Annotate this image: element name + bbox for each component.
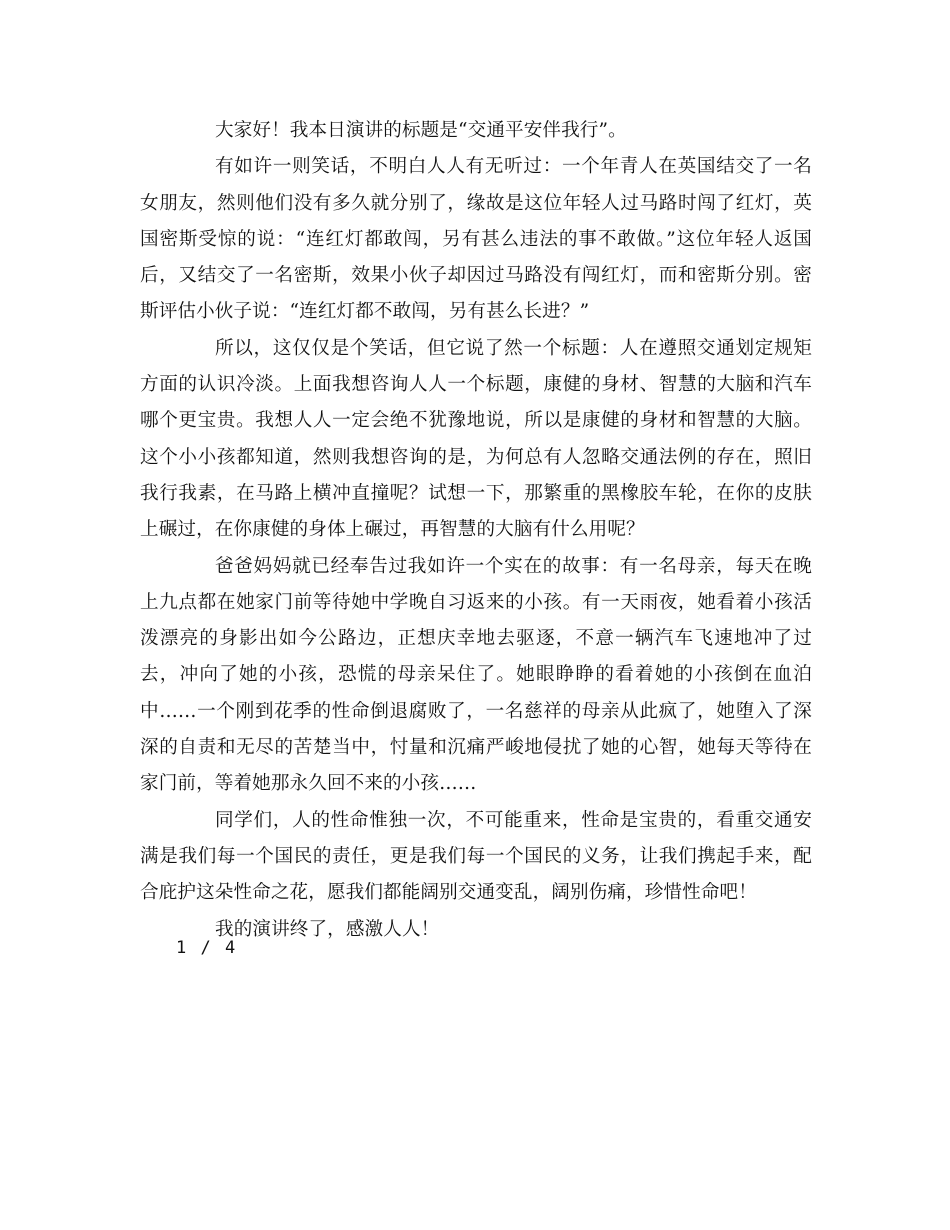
paragraph-appeal: 同学们，人的性命惟独一次，不可能重来，性命是宝贵的，看重交通安满是我们每一个国民的责任，更是我们每一个国民的义务，让我们携起手来，配合庇护这朵性命之花，愿我们都能阔别交通变乱，阔别伤痛，珍惜性命吧！ [140, 809, 812, 904]
paragraph-closing: 我的演讲终了，感激人人！ [215, 918, 440, 940]
paragraph-story: 爸爸妈妈就已经奉告过我如许一个实在的故事：有一名母亲，每天在晚上九点都在她家门前等待她中学晚自习返来的小孩。有一天雨夜，她看着小孩活泼漂亮的身影出如今公路边，正想庆幸地去驱逐，不意一辆汽车飞速地冲了过去，冲向了她的小孩，恐慌的母亲呆住了。她眼睁睁的看着她的小孩倒在血泊中……一个刚到花季的性命倒退腐败了，一名慈祥的母亲从此疯了，她堕入了深深的自责和无尽的苦楚当中，忖量和沉痛严峻地侵扰了她的心智，她每天等待在家门前，等着她那永久回不来的小孩…… [140, 555, 812, 795]
paragraph-joke: 有如许一则笑话，不明白人人有无听过：一个年青人在英国结交了一名女朋友，然则他们没有多久就分别了，缘故是这位年轻人过马路时闯了红灯，英国密斯受惊的说：“连红灯都敢闯，另有甚么违法的事不敢做。”这位年轻人返国后，又结交了一名密斯，效果小伙子却因过马路没有闯红灯，而和密斯分别。密斯评估小伙子说：“连红灯都不敢闯，另有甚么长进？” [140, 156, 812, 323]
page-number: 1 / 4 [176, 938, 238, 958]
paragraph-question: 所以，这仅仅是个笑话，但它说了然一个标题：人在遵照交通划定规矩方面的认识冷淡。上面我想咨询人人一个标题，康健的身材、智慧的大脑和汽车哪个更宝贵。我想人人一定会绝不犹豫地说，所以是康健的身材和智慧的大脑。这个小小孩都知道，然则我想咨询的是，为何总有人忽略交通法例的存在，照旧我行我素，在马路上横冲直撞呢？试想一下，那繁重的黑橡胶车轮，在你的皮肤上碾过，在你康健的身体上碾过，再智慧的大脑有什么用呢？ [140, 337, 812, 541]
paragraph-greeting: 大家好！我本日演讲的标题是“交通平安伴我行”。 [215, 120, 627, 141]
speech-body [140, 113, 812, 948]
